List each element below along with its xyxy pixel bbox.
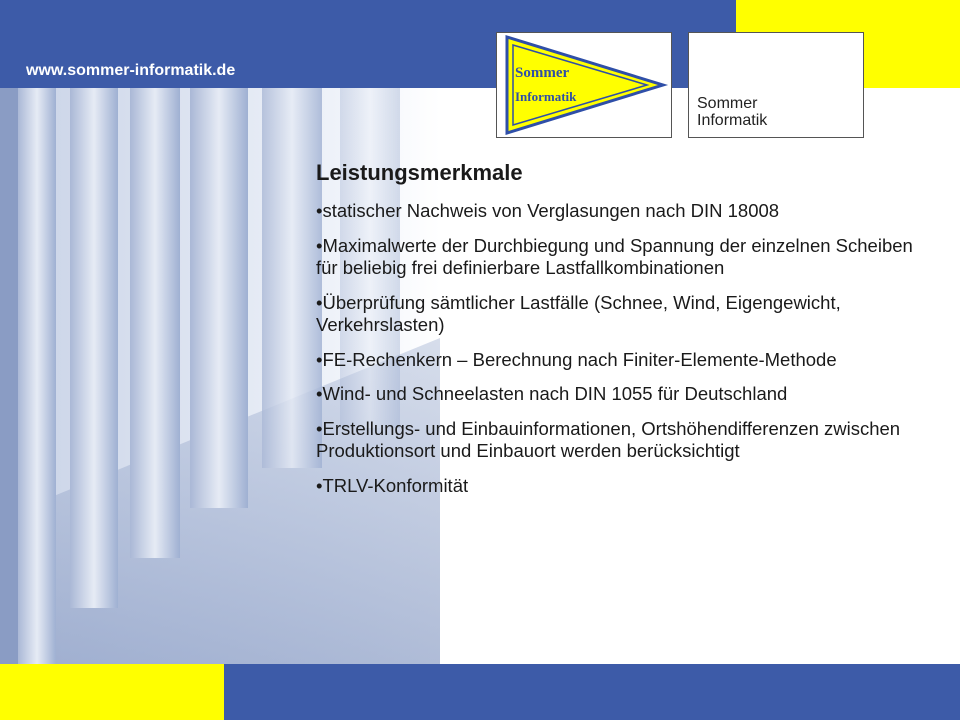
- feature-item: •statischer Nachweis von Verglasungen nach DIN 18008: [316, 200, 780, 221]
- page-title: Leistungsmerkmale: [316, 160, 523, 185]
- pennant-logo-line2: Informatik: [515, 89, 577, 104]
- bottom-yellow-block: [0, 664, 224, 720]
- feature-item: •Erstellungs- und Einbauinformationen, Ortshöhendifferenzen zwischen Produktionsort und Einbauort werden berücksichtigt: [316, 417, 901, 461]
- text-logo-line2: Informatik: [697, 112, 768, 129]
- feature-item: •Wind- und Schneelasten nach DIN 1055 für Deutschland: [316, 383, 788, 404]
- feature-item: •Überprüfung sämtlicher Lastfälle (Schnee, Wind, Eigengewicht, Verkehrslasten): [316, 291, 841, 335]
- feature-item: •FE-Rechenkern – Berechnung nach Finiter-Elemente-Methode: [316, 348, 837, 370]
- website-url[interactable]: www.sommer-informatik.de: [26, 62, 236, 79]
- pennant-logo-line1: Sommer: [515, 65, 570, 81]
- features-section: [316, 160, 936, 509]
- text-logo: [688, 32, 864, 138]
- text-logo-line1: Sommer: [697, 95, 758, 112]
- bottom-blue-band: [224, 664, 960, 720]
- feature-item: •TRLV-Konformität: [316, 474, 469, 496]
- pennant-logo: [496, 32, 672, 138]
- feature-item: •Maximalwerte der Durchbiegung und Spannung der einzelnen Scheiben für beliebig frei definierbare Lastfallkombinationen: [316, 234, 913, 278]
